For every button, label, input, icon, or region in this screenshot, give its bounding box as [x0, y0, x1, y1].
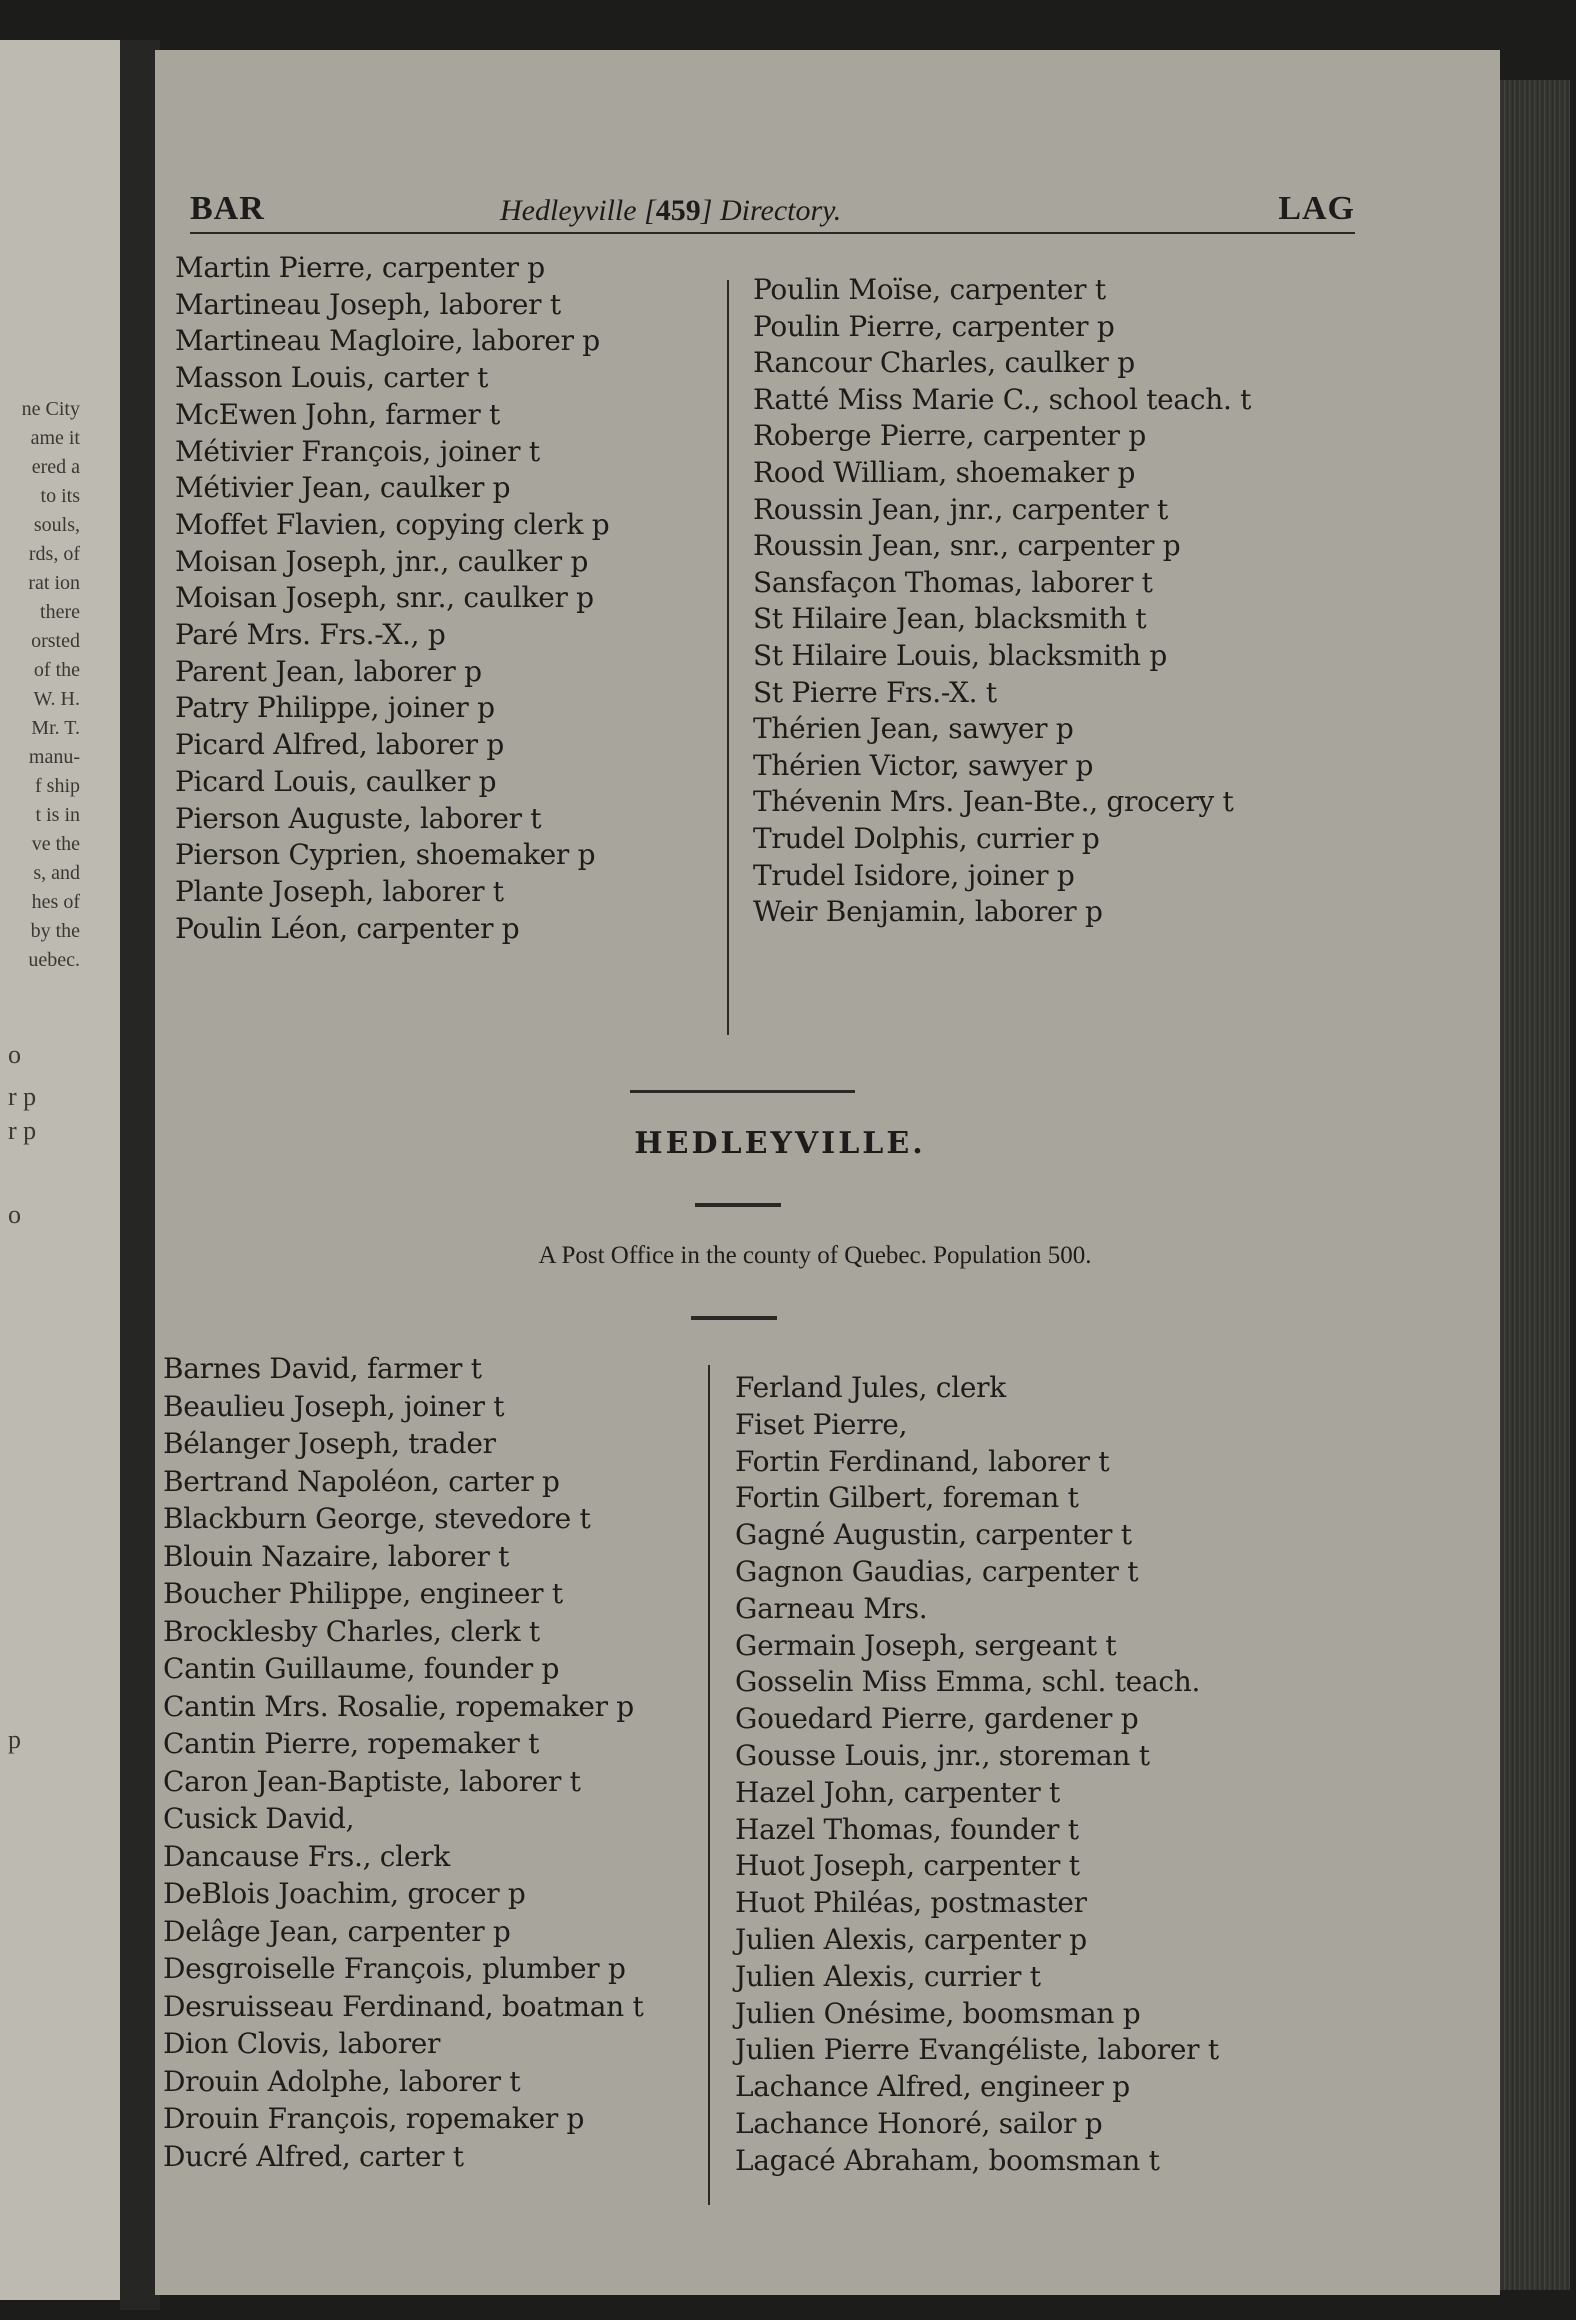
directory-entry: Julien Alexis, currier t [735, 1959, 1041, 1993]
directory-entry: St Hilaire Jean, blacksmith t [753, 602, 1147, 636]
directory-entry: Martineau Joseph, laborer t [175, 287, 561, 321]
directory-entry: Garneau Mrs. [735, 1591, 928, 1625]
left-fragment: uebec. [28, 949, 80, 971]
directory-entry: Roussin Jean, snr., carpenter p [753, 529, 1181, 563]
section-rule-top [630, 1090, 855, 1093]
left-fragment: rds, of [28, 543, 80, 565]
page-number: 459 [655, 194, 701, 227]
directory-entry: Huot Philéas, postmaster [735, 1886, 1087, 1920]
left-fragment: o [8, 1040, 21, 1069]
section-subtitle: A Post Office in the county of Quebec. Population 500. [538, 1242, 1092, 1269]
directory-entry: Thévenin Mrs. Jean-Bte., grocery t [753, 785, 1234, 819]
bottom-left-column [163, 1350, 643, 2175]
directory-entry: Delâge Jean, carpenter p [163, 1914, 511, 1948]
left-fragment: f ship [35, 775, 80, 797]
directory-entry: Dion Clovis, laborer [163, 2027, 441, 2060]
directory-entry: Desruisseau Ferdinand, boatman t [163, 1989, 644, 2023]
directory-entry: Trudel Dolphis, currier p [753, 821, 1100, 855]
header-title [500, 194, 841, 228]
directory-entry: Moisan Joseph, jnr., caulker p [175, 544, 589, 578]
directory-entry: Drouin Adolphe, laborer t [163, 2064, 521, 2098]
directory-entry: Boucher Philippe, engineer t [163, 1577, 563, 1610]
column-divider [708, 1365, 710, 2205]
directory-entry: Beaulieu Joseph, joiner t [163, 1389, 505, 1423]
directory-entry: Poulin Moïse, carpenter t [753, 273, 1106, 306]
directory-entry: Roberge Pierre, carpenter p [753, 419, 1146, 453]
directory-entry: Picard Louis, caulker p [175, 764, 497, 798]
directory-entry: St Pierre Frs.-X. t [753, 675, 997, 709]
directory-entry: Rood William, shoemaker p [753, 455, 1136, 489]
header-left-guide: BAR [190, 190, 265, 227]
top-left-column [175, 250, 609, 947]
directory-entry: Gousse Louis, jnr., storeman t [735, 1738, 1150, 1772]
directory-entry: Poulin Léon, carpenter p [175, 911, 520, 945]
section-rule-bottom [691, 1316, 777, 1320]
directory-entry: Barnes David, farmer t [163, 1352, 482, 1385]
directory-entry: Rancour Charles, caulker p [753, 346, 1135, 380]
directory-entry: Gagnon Gaudias, carpenter t [735, 1554, 1139, 1588]
left-page-text-fragments [0, 395, 120, 975]
directory-entry: Huot Joseph, carpenter t [735, 1849, 1080, 1883]
directory-entry: Cantin Pierre, ropemaker t [163, 1727, 540, 1760]
directory-entry: DeBlois Joachim, grocer p [163, 1877, 526, 1910]
header-title-before: Hedleyville [ [500, 194, 656, 227]
directory-entry: Germain Joseph, sergeant t [735, 1628, 1117, 1662]
directory-entry: Métivier Jean, caulker p [175, 471, 511, 505]
directory-entry: Fortin Ferdinand, laborer t [735, 1444, 1110, 1478]
left-page-bottom-fragments [0, 1040, 120, 1755]
directory-entry: Blouin Nazaire, laborer t [163, 1539, 510, 1573]
directory-entry: Drouin François, ropemaker p [163, 2102, 585, 2135]
directory-entry: Pierson Cyprien, shoemaker p [175, 838, 596, 872]
left-fragment: W. H. [33, 688, 80, 710]
running-header [190, 190, 1355, 234]
directory-entry: Dancause Frs., clerk [163, 1839, 450, 1873]
directory-entry: Hazel John, carpenter t [735, 1775, 1060, 1809]
directory-entry: Martineau Magloire, laborer p [175, 324, 600, 358]
directory-entry: Ducré Alfred, carter t [163, 2139, 464, 2173]
left-fragment: ame it [30, 427, 80, 449]
directory-entry: St Hilaire Louis, blacksmith p [753, 638, 1167, 672]
left-fragment: ne City [21, 398, 80, 420]
directory-entry: Martin Pierre, carpenter p [175, 251, 545, 284]
section-rule-middle [695, 1203, 781, 1207]
left-fragment: there [40, 601, 80, 623]
book-gutter [120, 40, 160, 2310]
directory-entry: Bertrand Napoléon, carter p [163, 1464, 560, 1498]
directory-entry: Fiset Pierre, [735, 1407, 908, 1441]
left-fragment: manu- [28, 746, 80, 768]
directory-entry: Plante Joseph, laborer t [175, 874, 504, 908]
bottom-right-column [735, 1370, 1219, 2180]
directory-entry: Julien Pierre Evangéliste, laborer t [735, 2033, 1219, 2067]
left-fragment: t is in [35, 804, 80, 826]
directory-entry: Moisan Joseph, snr., caulker p [175, 581, 594, 615]
header-right-guide: LAG [1278, 190, 1355, 227]
left-fragment: by the [30, 920, 80, 942]
directory-entry: Gouedard Pierre, gardener p [735, 1702, 1139, 1736]
directory-entry: Pierson Auguste, laborer t [175, 801, 542, 835]
left-fragment: orsted [31, 630, 80, 652]
left-fragment: Mr. T. [31, 717, 80, 739]
directory-entry: Picard Alfred, laborer p [175, 728, 504, 762]
directory-entry: Desgroiselle François, plumber p [163, 1952, 626, 1985]
directory-entry: Weir Benjamin, laborer p [753, 895, 1103, 929]
directory-entry: Bélanger Joseph, trader [163, 1427, 496, 1460]
directory-entry: Julien Alexis, carpenter p [735, 1922, 1087, 1956]
left-fragment: r p [8, 1116, 37, 1145]
directory-entry: Patry Philippe, joiner p [175, 691, 495, 725]
left-fragment: of the [33, 659, 80, 681]
directory-entry: Fortin Gilbert, foreman t [735, 1481, 1079, 1515]
left-fragment: s, and [33, 862, 80, 884]
directory-page [155, 50, 1500, 2295]
directory-entry: Ferland Jules, clerk [735, 1371, 1006, 1404]
directory-entry: Trudel Isidore, joiner p [753, 858, 1075, 892]
directory-entry: Thérien Jean, sawyer p [753, 712, 1074, 746]
directory-entry: Hazel Thomas, founder t [735, 1812, 1079, 1846]
left-page-edge [0, 40, 120, 2300]
left-fragment: r p [8, 1082, 37, 1111]
directory-entry: Masson Louis, carter t [175, 361, 489, 395]
directory-entry: Lachance Alfred, engineer p [735, 2070, 1130, 2104]
header-title-after: ] Directory. [700, 194, 842, 227]
column-divider [727, 280, 729, 1035]
directory-entry: Blackburn George, stevedore t [163, 1502, 591, 1535]
directory-entry: Gosselin Miss Emma, schl. teach. [735, 1665, 1201, 1699]
directory-entry: Parent Jean, laborer p [175, 654, 482, 688]
directory-entry: Gagné Augustin, carpenter t [735, 1518, 1132, 1552]
directory-entry: Thérien Victor, sawyer p [753, 748, 1094, 782]
directory-entry: Lachance Honoré, sailor p [735, 2106, 1103, 2140]
left-fragment: ve the [31, 833, 80, 855]
directory-entry: Sansfaçon Thomas, laborer t [753, 565, 1153, 599]
directory-entry: Cantin Mrs. Rosalie, ropemaker p [163, 1689, 634, 1723]
left-fragment: o [8, 1200, 21, 1229]
left-fragment: hes of [31, 891, 80, 913]
directory-entry: Lagacé Abraham, boomsman t [735, 2143, 1160, 2177]
left-fragment: rat ion [28, 572, 80, 594]
directory-entry: Moffet Flavien, copying clerk p [175, 507, 610, 541]
left-fragment: to its [40, 485, 80, 507]
left-fragment: ered a [31, 456, 80, 478]
directory-entry: Métivier François, joiner t [175, 434, 540, 468]
directory-entry: Roussin Jean, jnr., carpenter t [753, 492, 1168, 526]
top-right-column [753, 272, 1251, 931]
directory-entry: Cusick David, [163, 1802, 355, 1835]
directory-entry: Ratté Miss Marie C., school teach. t [753, 382, 1252, 416]
directory-entry: Julien Onésime, boomsman p [735, 1996, 1141, 2030]
directory-entry: Paré Mrs. Frs.-X., p [175, 618, 446, 652]
directory-entry: Brocklesby Charles, clerk t [163, 1614, 540, 1648]
directory-entry: McEwen John, farmer t [175, 397, 501, 431]
directory-entry: Poulin Pierre, carpenter p [753, 309, 1115, 343]
section-title: HEDLEYVILLE. [634, 1126, 926, 1161]
left-fragment: p [8, 1725, 21, 1754]
left-fragment: souls, [33, 514, 80, 536]
directory-entry: Cantin Guillaume, founder p [163, 1652, 560, 1685]
directory-entry: Caron Jean-Baptiste, laborer t [163, 1764, 581, 1798]
